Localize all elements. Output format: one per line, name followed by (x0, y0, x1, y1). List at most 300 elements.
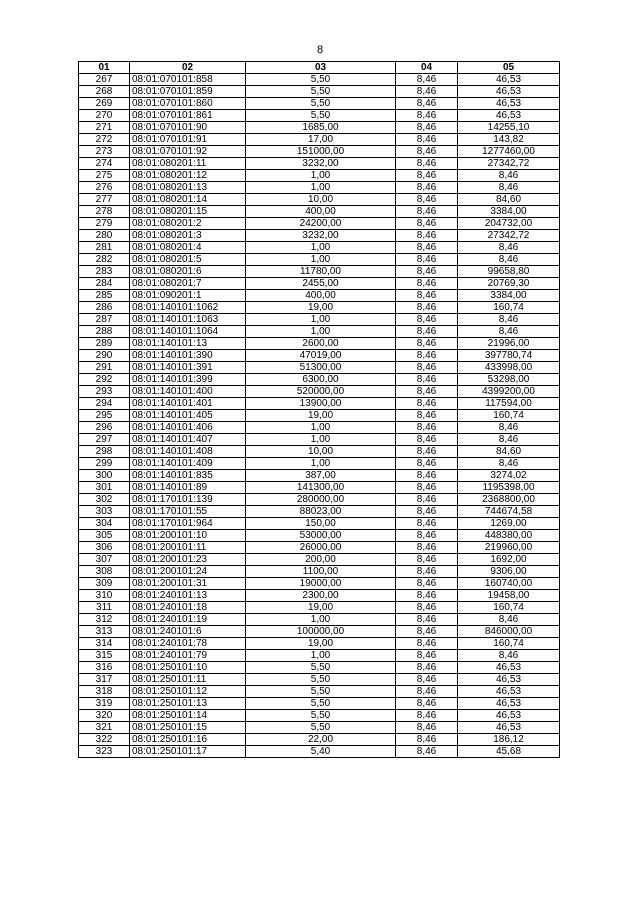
table-cell-03: 1,00 (246, 170, 396, 182)
table-cell-04: 8,46 (396, 146, 458, 158)
table-cell-04: 8,46 (396, 530, 458, 542)
table-cell-05: 46,53 (458, 110, 560, 122)
table-row (79, 134, 560, 146)
table-row (79, 482, 560, 494)
table-cell-01: 312 (79, 614, 130, 626)
table-cell-04: 8,46 (396, 446, 458, 458)
table-cell-04: 8,46 (396, 314, 458, 326)
table-cell-05: 8,46 (458, 182, 560, 194)
table-cell-01: 302 (79, 494, 130, 506)
table-cell-04: 8,46 (396, 494, 458, 506)
table-cell-03: 1,00 (246, 326, 396, 338)
table-cell-05: 160,74 (458, 410, 560, 422)
table-cell-01: 267 (79, 74, 130, 86)
column-header-04: 04 (396, 62, 458, 74)
table-cell-03: 47019,00 (246, 350, 396, 362)
table-cell-03: 1,00 (246, 422, 396, 434)
table-cell-03: 3232,00 (246, 158, 396, 170)
table-cell-04: 8,46 (396, 734, 458, 746)
table-cell-02: 08:01:080201:14 (130, 194, 246, 206)
table-cell-05: 2368800,00 (458, 494, 560, 506)
table-cell-04: 8,46 (396, 194, 458, 206)
table-cell-01: 269 (79, 98, 130, 110)
table-row (79, 314, 560, 326)
page-number: 8 (316, 44, 324, 56)
table-cell-04: 8,46 (396, 506, 458, 518)
table-cell-01: 317 (79, 674, 130, 686)
table-cell-02: 08:01:140101:408 (130, 446, 246, 458)
table-row (79, 350, 560, 362)
table-cell-01: 318 (79, 686, 130, 698)
table-cell-03: 5,50 (246, 674, 396, 686)
table-cell-01: 304 (79, 518, 130, 530)
table-cell-04: 8,46 (396, 266, 458, 278)
table-cell-02: 08:01:140101:390 (130, 350, 246, 362)
table-cell-01: 297 (79, 434, 130, 446)
table-cell-03: 88023,00 (246, 506, 396, 518)
table-cell-04: 8,46 (396, 86, 458, 98)
table-cell-03: 1,00 (246, 242, 396, 254)
table-cell-01: 275 (79, 170, 130, 182)
table-cell-01: 273 (79, 146, 130, 158)
table-cell-01: 292 (79, 374, 130, 386)
table-cell-03: 11780,00 (246, 266, 396, 278)
table-row (79, 110, 560, 122)
table-cell-01: 307 (79, 554, 130, 566)
table-row (79, 434, 560, 446)
table-cell-01: 305 (79, 530, 130, 542)
table-cell-02: 08:01:140101:1064 (130, 326, 246, 338)
table-row (79, 734, 560, 746)
table-cell-01: 268 (79, 86, 130, 98)
table-cell-04: 8,46 (396, 602, 458, 614)
table-cell-04: 8,46 (396, 746, 458, 758)
table-cell-02: 08:01:250101:17 (130, 746, 246, 758)
column-header-02: 02 (130, 62, 246, 74)
table-cell-01: 294 (79, 398, 130, 410)
table-cell-04: 8,46 (396, 674, 458, 686)
table-row (79, 98, 560, 110)
table-cell-03: 387,00 (246, 470, 396, 482)
table-cell-04: 8,46 (396, 302, 458, 314)
table-row (79, 146, 560, 158)
table-cell-02: 08:01:200101:11 (130, 542, 246, 554)
table-row (79, 590, 560, 602)
table-cell-02: 08:01:250101:10 (130, 662, 246, 674)
table-cell-03: 19,00 (246, 302, 396, 314)
table-cell-04: 8,46 (396, 74, 458, 86)
table-cell-02: 08:01:080201:3 (130, 230, 246, 242)
table-cell-04: 8,46 (396, 698, 458, 710)
table-cell-04: 8,46 (396, 398, 458, 410)
table-cell-04: 8,46 (396, 230, 458, 242)
table-cell-02: 08:01:090201:1 (130, 290, 246, 302)
table-cell-01: 300 (79, 470, 130, 482)
table-cell-05: 27342,72 (458, 158, 560, 170)
table-row (79, 518, 560, 530)
table-cell-04: 8,46 (396, 410, 458, 422)
table-cell-02: 08:01:250101:12 (130, 686, 246, 698)
table-row (79, 230, 560, 242)
table-cell-03: 26000,00 (246, 542, 396, 554)
table-cell-05: 46,53 (458, 662, 560, 674)
column-header-05: 05 (458, 62, 560, 74)
table-cell-02: 08:01:240101:18 (130, 602, 246, 614)
table-cell-01: 295 (79, 410, 130, 422)
table-cell-03: 2600,00 (246, 338, 396, 350)
table-cell-01: 291 (79, 362, 130, 374)
table-cell-02: 08:01:140101:400 (130, 386, 246, 398)
table-cell-02: 08:01:200101:24 (130, 566, 246, 578)
table-row (79, 710, 560, 722)
table-cell-01: 286 (79, 302, 130, 314)
table-cell-01: 271 (79, 122, 130, 134)
table-cell-05: 1269,00 (458, 518, 560, 530)
table-cell-05: 99658,80 (458, 266, 560, 278)
table-cell-05: 397780,74 (458, 350, 560, 362)
table-cell-03: 13900,00 (246, 398, 396, 410)
table-cell-02: 08:01:140101:406 (130, 422, 246, 434)
table-cell-03: 2300,00 (246, 590, 396, 602)
table-cell-04: 8,46 (396, 386, 458, 398)
table-cell-03: 520000,00 (246, 386, 396, 398)
table-cell-05: 160,74 (458, 602, 560, 614)
table-cell-01: 278 (79, 206, 130, 218)
table-cell-03: 3232,00 (246, 230, 396, 242)
table-cell-03: 5,50 (246, 98, 396, 110)
table-cell-04: 8,46 (396, 110, 458, 122)
table-cell-02: 08:01:140101:391 (130, 362, 246, 374)
table-body (79, 74, 560, 758)
table-cell-05: 8,46 (458, 614, 560, 626)
table-cell-03: 22,00 (246, 734, 396, 746)
table-row (79, 722, 560, 734)
table-cell-03: 400,00 (246, 206, 396, 218)
table-row (79, 398, 560, 410)
table-cell-04: 8,46 (396, 374, 458, 386)
table-cell-02: 08:01:170101:964 (130, 518, 246, 530)
table-cell-02: 08:01:080201:12 (130, 170, 246, 182)
table-cell-05: 27342,72 (458, 230, 560, 242)
table-row (79, 194, 560, 206)
table-cell-04: 8,46 (396, 614, 458, 626)
table-cell-01: 298 (79, 446, 130, 458)
table-cell-02: 08:01:140101:399 (130, 374, 246, 386)
table-cell-05: 160,74 (458, 638, 560, 650)
table-cell-04: 8,46 (396, 206, 458, 218)
table-cell-05: 1692,00 (458, 554, 560, 566)
table-cell-03: 1100,00 (246, 566, 396, 578)
table-cell-05: 1277460,00 (458, 146, 560, 158)
table-cell-03: 19,00 (246, 638, 396, 650)
table-cell-01: 284 (79, 278, 130, 290)
table-cell-01: 309 (79, 578, 130, 590)
table-row (79, 386, 560, 398)
table-row (79, 374, 560, 386)
table-cell-01: 281 (79, 242, 130, 254)
table-cell-01: 320 (79, 710, 130, 722)
table-cell-01: 319 (79, 698, 130, 710)
table-cell-02: 08:01:080201:6 (130, 266, 246, 278)
table-row (79, 254, 560, 266)
table-cell-02: 08:01:170101:139 (130, 494, 246, 506)
table-cell-03: 151000,00 (246, 146, 396, 158)
column-header-01: 01 (79, 62, 130, 74)
table-cell-01: 310 (79, 590, 130, 602)
table-cell-04: 8,46 (396, 422, 458, 434)
table-row (79, 290, 560, 302)
column-header-03: 03 (246, 62, 396, 74)
table-row (79, 662, 560, 674)
table-cell-04: 8,46 (396, 278, 458, 290)
table-cell-03: 5,40 (246, 746, 396, 758)
table-row (79, 446, 560, 458)
table-cell-05: 45,68 (458, 746, 560, 758)
table-cell-04: 8,46 (396, 182, 458, 194)
table-cell-05: 46,53 (458, 674, 560, 686)
table-cell-02: 08:01:240101:6 (130, 626, 246, 638)
table-cell-02: 08:01:240101:13 (130, 590, 246, 602)
table-cell-02: 08:01:080201:2 (130, 218, 246, 230)
data-table (78, 61, 560, 758)
table-cell-04: 8,46 (396, 626, 458, 638)
table-cell-03: 100000,00 (246, 626, 396, 638)
table-cell-03: 6300,00 (246, 374, 396, 386)
table-cell-03: 24200,00 (246, 218, 396, 230)
table-row (79, 362, 560, 374)
table-cell-01: 274 (79, 158, 130, 170)
table-cell-01: 313 (79, 626, 130, 638)
table-cell-02: 08:01:070101:861 (130, 110, 246, 122)
table-cell-03: 1,00 (246, 458, 396, 470)
table-cell-02: 08:01:140101:13 (130, 338, 246, 350)
table-cell-01: 276 (79, 182, 130, 194)
table-cell-04: 8,46 (396, 458, 458, 470)
table-cell-01: 315 (79, 650, 130, 662)
table-cell-04: 8,46 (396, 218, 458, 230)
table-cell-01: 322 (79, 734, 130, 746)
table-cell-01: 299 (79, 458, 130, 470)
table-cell-03: 400,00 (246, 290, 396, 302)
table-cell-03: 5,50 (246, 698, 396, 710)
table-cell-01: 323 (79, 746, 130, 758)
table-row (79, 218, 560, 230)
table-cell-04: 8,46 (396, 518, 458, 530)
table-cell-02: 08:01:140101:409 (130, 458, 246, 470)
table-cell-01: 293 (79, 386, 130, 398)
table-cell-03: 53000,00 (246, 530, 396, 542)
table-cell-05: 8,46 (458, 422, 560, 434)
table-cell-02: 08:01:250101:16 (130, 734, 246, 746)
table-cell-02: 08:01:250101:15 (130, 722, 246, 734)
table-cell-02: 08:01:140101:1062 (130, 302, 246, 314)
table-cell-04: 8,46 (396, 122, 458, 134)
table-row (79, 206, 560, 218)
table-cell-04: 8,46 (396, 134, 458, 146)
table-cell-05: 8,46 (458, 254, 560, 266)
table-cell-04: 8,46 (396, 710, 458, 722)
table-cell-05: 433998,00 (458, 362, 560, 374)
table-cell-01: 282 (79, 254, 130, 266)
table-cell-04: 8,46 (396, 650, 458, 662)
table-row (79, 542, 560, 554)
table-row (79, 170, 560, 182)
table-row (79, 470, 560, 482)
table-cell-02: 08:01:140101:401 (130, 398, 246, 410)
table-row (79, 698, 560, 710)
table-cell-02: 08:01:240101:19 (130, 614, 246, 626)
table-cell-03: 141300,00 (246, 482, 396, 494)
table-cell-04: 8,46 (396, 326, 458, 338)
table-row (79, 626, 560, 638)
table-cell-03: 5,50 (246, 74, 396, 86)
table-cell-01: 316 (79, 662, 130, 674)
table-row (79, 242, 560, 254)
table-row (79, 674, 560, 686)
table-cell-02: 08:01:080201:5 (130, 254, 246, 266)
table-row (79, 458, 560, 470)
table-cell-03: 1,00 (246, 254, 396, 266)
table-header-row (79, 62, 560, 74)
table-cell-03: 280000,00 (246, 494, 396, 506)
table-cell-01: 279 (79, 218, 130, 230)
table-cell-04: 8,46 (396, 578, 458, 590)
table-cell-04: 8,46 (396, 470, 458, 482)
table-row (79, 182, 560, 194)
table-cell-03: 1,00 (246, 614, 396, 626)
table-row (79, 266, 560, 278)
table-cell-02: 08:01:140101:1063 (130, 314, 246, 326)
table-row (79, 650, 560, 662)
table-row (79, 614, 560, 626)
table-cell-02: 08:01:070101:92 (130, 146, 246, 158)
table-cell-02: 08:01:200101:31 (130, 578, 246, 590)
table-cell-03: 5,50 (246, 110, 396, 122)
table-row (79, 326, 560, 338)
table-cell-03: 5,50 (246, 662, 396, 674)
table-row (79, 746, 560, 758)
table-cell-02: 08:01:070101:91 (130, 134, 246, 146)
table-cell-04: 8,46 (396, 254, 458, 266)
table-cell-02: 08:01:140101:89 (130, 482, 246, 494)
table-cell-05: 8,46 (458, 458, 560, 470)
table-cell-01: 272 (79, 134, 130, 146)
table-cell-01: 290 (79, 350, 130, 362)
table-cell-04: 8,46 (396, 542, 458, 554)
table-cell-02: 08:01:140101:835 (130, 470, 246, 482)
table-cell-03: 5,50 (246, 686, 396, 698)
table-row (79, 494, 560, 506)
table-cell-02: 08:01:080201:4 (130, 242, 246, 254)
table-cell-05: 448380,00 (458, 530, 560, 542)
table-cell-05: 46,53 (458, 686, 560, 698)
table-cell-01: 314 (79, 638, 130, 650)
table-cell-05: 744674,58 (458, 506, 560, 518)
table-cell-04: 8,46 (396, 686, 458, 698)
table-cell-05: 8,46 (458, 314, 560, 326)
table-row (79, 302, 560, 314)
table-cell-03: 10,00 (246, 194, 396, 206)
table-cell-03: 5,50 (246, 710, 396, 722)
table-cell-04: 8,46 (396, 158, 458, 170)
table-cell-02: 08:01:080201:13 (130, 182, 246, 194)
table-cell-02: 08:01:200101:10 (130, 530, 246, 542)
table-cell-01: 321 (79, 722, 130, 734)
table-cell-02: 08:01:080201:7 (130, 278, 246, 290)
table-cell-04: 8,46 (396, 242, 458, 254)
table-cell-05: 846000,00 (458, 626, 560, 638)
table-cell-05: 8,46 (458, 650, 560, 662)
table-cell-05: 8,46 (458, 170, 560, 182)
table-cell-05: 4399200,00 (458, 386, 560, 398)
table-cell-03: 51300,00 (246, 362, 396, 374)
table-cell-02: 08:01:240101:79 (130, 650, 246, 662)
table-cell-03: 5,50 (246, 86, 396, 98)
table-cell-04: 8,46 (396, 98, 458, 110)
table-cell-02: 08:01:250101:14 (130, 710, 246, 722)
table-cell-03: 1,00 (246, 434, 396, 446)
table-cell-01: 280 (79, 230, 130, 242)
table-cell-02: 08:01:070101:860 (130, 98, 246, 110)
table-cell-03: 19,00 (246, 410, 396, 422)
table-row (79, 410, 560, 422)
table-cell-01: 296 (79, 422, 130, 434)
table-cell-02: 08:01:240101:78 (130, 638, 246, 650)
table-cell-03: 17,00 (246, 134, 396, 146)
table-cell-02: 08:01:140101:405 (130, 410, 246, 422)
table-cell-01: 287 (79, 314, 130, 326)
table-cell-04: 8,46 (396, 434, 458, 446)
table-cell-03: 150,00 (246, 518, 396, 530)
table-cell-05: 143,82 (458, 134, 560, 146)
table-row (79, 578, 560, 590)
table-cell-05: 46,53 (458, 722, 560, 734)
table-cell-03: 1,00 (246, 182, 396, 194)
table-cell-05: 19458,00 (458, 590, 560, 602)
table-cell-02: 08:01:140101:407 (130, 434, 246, 446)
table-cell-02: 08:01:200101:23 (130, 554, 246, 566)
table-cell-03: 19000,00 (246, 578, 396, 590)
table-cell-04: 8,46 (396, 662, 458, 674)
table-cell-05: 8,46 (458, 434, 560, 446)
table-cell-05: 20769,30 (458, 278, 560, 290)
table-cell-02: 08:01:070101:90 (130, 122, 246, 134)
table-cell-05: 160,74 (458, 302, 560, 314)
table-cell-05: 46,53 (458, 698, 560, 710)
table-cell-05: 3384,00 (458, 206, 560, 218)
table-cell-05: 160740,00 (458, 578, 560, 590)
table-row (79, 278, 560, 290)
table-cell-04: 8,46 (396, 338, 458, 350)
table-cell-03: 1,00 (246, 314, 396, 326)
table-row (79, 530, 560, 542)
table-cell-01: 277 (79, 194, 130, 206)
table-row (79, 554, 560, 566)
table-cell-03: 1,00 (246, 650, 396, 662)
table-cell-03: 2455,00 (246, 278, 396, 290)
table-cell-04: 8,46 (396, 566, 458, 578)
table-cell-05: 46,53 (458, 86, 560, 98)
table-cell-05: 186,12 (458, 734, 560, 746)
table-cell-01: 289 (79, 338, 130, 350)
table-cell-01: 283 (79, 266, 130, 278)
table-cell-02: 08:01:170101:55 (130, 506, 246, 518)
table-cell-05: 14255,10 (458, 122, 560, 134)
table-row (79, 122, 560, 134)
table-cell-01: 285 (79, 290, 130, 302)
table-cell-02: 08:01:070101:859 (130, 86, 246, 98)
table-cell-05: 1195398,00 (458, 482, 560, 494)
